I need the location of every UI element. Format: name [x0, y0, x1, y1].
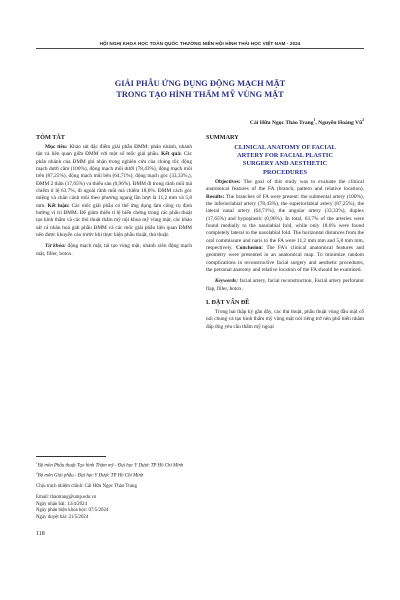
- en-conclusion-label: Conclusion:: [235, 244, 264, 251]
- corresponding-email[interactable]: Email: thaotrang@ump.edu.vn: [36, 495, 97, 501]
- footnote-rule: [36, 456, 106, 457]
- en-title-line-1: CLINICAL ANATOMY OF FACIAL: [234, 144, 336, 151]
- date-approved: Ngày duyệt bài: 21/5/2024: [36, 514, 89, 520]
- author-2-affiliation: 2: [362, 118, 364, 122]
- en-title-line-3: SURGERY AND AESTHETIC: [242, 160, 328, 168]
- section-1-heading: I. ĐẶT VẤN ĐỀ: [206, 298, 250, 306]
- en-objectives-text: The goal of this study was to evaluate the clinical anatomical features of the FA (branch, pattern and relative location).: [206, 178, 364, 193]
- footnote-1-text: Bộ môn Phẫu thuật Tạo hình Thẩm mỹ - Đại học Y Dược TP Hồ Chí Minh: [37, 463, 184, 469]
- footnotes: [36, 460, 192, 521]
- en-results-label: Results:: [206, 193, 225, 200]
- vn-abstract-body: [36, 144, 192, 239]
- section-1-text: [206, 309, 364, 331]
- vn-keywords-label: Từ khóa:: [45, 243, 66, 250]
- vn-results-text: Các phân nhánh của ĐMM ghi nhận trong nghiên cứu của chúng tôi: động mạch dưới cằm (100%), động mạch môi dưới (78,43%), động mạch môi trên (87,25%), động mạch mũi bên (64,71%), động mạch góc (33,33%,), ĐMM 2 thân (17,65%) và thiểu sản (0,96%). ĐMM đi trong rãnh mũi má chiếm tỉ lệ 63.7%, đi ngoài rãnh mũi má chiếm 18,6%. ĐMM cách góc miệng và chân cánh mũi theo phương ngang lần lượt là 11,2 mm và 5,8 mm.: [36, 151, 193, 209]
- vn-abstract-heading: TÓM TẮT: [36, 134, 65, 141]
- author-2: Nguyễn Hoàng Vũ: [318, 119, 363, 126]
- section-1-body: Trong hai thập kỷ gần đây, các thủ thuật, phẫu thuật vùng đầu mặt cổ nói chung và tạo hình thẩm mỹ vùng mặt nói riêng trở nên phổ biến nhằm đáp ứng yêu cầu thẩm mỹ ngoại: [206, 308, 364, 330]
- en-title-line-2: ARTERY FOR FACIAL PLASTIC: [237, 152, 333, 160]
- header-rule: [36, 48, 364, 49]
- en-abstract-heading: SUMMARY: [206, 134, 239, 141]
- en-title-line-4: PROCEDURES: [262, 168, 308, 176]
- en-keywords: [206, 278, 364, 293]
- vn-objective-label: Mục tiêu:: [45, 144, 68, 150]
- author-list: [150, 118, 364, 126]
- vn-results-label: Kết quả:: [161, 151, 182, 158]
- date-reviewed: Ngày phản biện khoa học: 07/5/2024: [36, 508, 109, 514]
- english-abstract: [206, 134, 364, 331]
- author-separator: ,: [315, 119, 319, 126]
- footnote-affiliation-2: [36, 470, 192, 480]
- vn-objective-text: Khảo sát đặc điểm giải phẫu ĐMM: phân nhánh, nhánh tận và liên quan giữa ĐMM với một số mốc giải phẫu.: [36, 144, 192, 158]
- footnote-1-marker: 1: [36, 461, 38, 465]
- date-received: Ngày nhận bài: 13/4/2024: [36, 501, 87, 507]
- footnote-2-marker: 2: [36, 471, 38, 476]
- en-keywords-label: Keywords:: [215, 278, 238, 285]
- en-title: [206, 144, 364, 177]
- running-header: HỘI NGHỊ KHOA HỌC TOÀN QUỐC THƯỜNG NIÊN HỘI HÌNH THÁI HỌC VIỆT NAM - 2024: [99, 41, 301, 46]
- vn-conclusion-label: Kết luận:: [47, 202, 70, 209]
- en-conclusion-text: The FA's clinical anatomical features and geometry were presented in an anatomical map. To minimize random complications in reconstructive facial surgery and aesthetic procedures, the personal anatomy and relative location of the FA should be examined.: [206, 244, 365, 273]
- en-objectives-label: Objectives:: [215, 178, 241, 185]
- corresponding-author: Chịu trách nhiệm chính: Cái Hữu Ngọc Thảo Trang: [36, 484, 137, 490]
- footnote-affiliation-1: [36, 460, 192, 470]
- vietnamese-abstract: [36, 134, 192, 263]
- paper-title: [60, 78, 340, 100]
- author-1-affiliation: 1: [313, 118, 316, 122]
- title-line-1: GIẢI PHẪU ỨNG DỤNG ĐỘNG MẠCH MẶT: [114, 79, 286, 88]
- en-abstract-body: [206, 179, 364, 274]
- vn-keywords: [36, 243, 192, 258]
- en-keywords-text: facial artery, facial reconstruction, Facial artery perforator flap, filler, botox.: [206, 278, 364, 292]
- en-results-text: The branches of FA were present: the submental artery (100%), the inferiorlabial artery (78,43%), the superiorlabial artery (87,25%), the lateral nasal artery (64,71%), the angular artery (33,33%), duplex (17,65%) and hypoplastic (0,96%). In total, 63,7% of the arteries were found medially to the nasolabial fold, while only 18.6% were found completely lateral to the nasolabial fold. The horizontal distances from the oral commissure and naris to the FA were 11,2 mm mm and 5,8 mm mm, respectively.: [206, 193, 364, 251]
- title-line-2: TRONG TẠO HÌNH THẨM MỸ VÙNG MẶT: [116, 90, 284, 99]
- vn-conclusion-text: Các mốc giải phẫu có thể ứng dụng làm công cụ định hướng vị trí ĐMM. Để giảm thiểu tỉ lệ biến chứng trong các phẫu thuật tạo hình thẩm và các thủ thuật thẩm mỹ nội khoa mỹ vùng mặt, các khảo sát cá nhân hoá giải phẫu ĐMM và các mốc giải phẫu liên quan ĐMM nên được khuyến cáo trước khi thực hiện phẫu thuật, thủ thuật.: [36, 202, 193, 239]
- footnote-2-text: Bộ môn Giải phẫu - Đại học Y Dược TP Hồ Chí Minh: [37, 473, 144, 479]
- author-1: Cái Hữu Ngọc Thảo Trang: [249, 119, 314, 126]
- page-number: 118: [36, 531, 45, 537]
- vn-keywords-text: động mạch mặt, tái tạo vùng mặt, nhánh xiên động mạch mặt, filler, botox.: [36, 243, 193, 257]
